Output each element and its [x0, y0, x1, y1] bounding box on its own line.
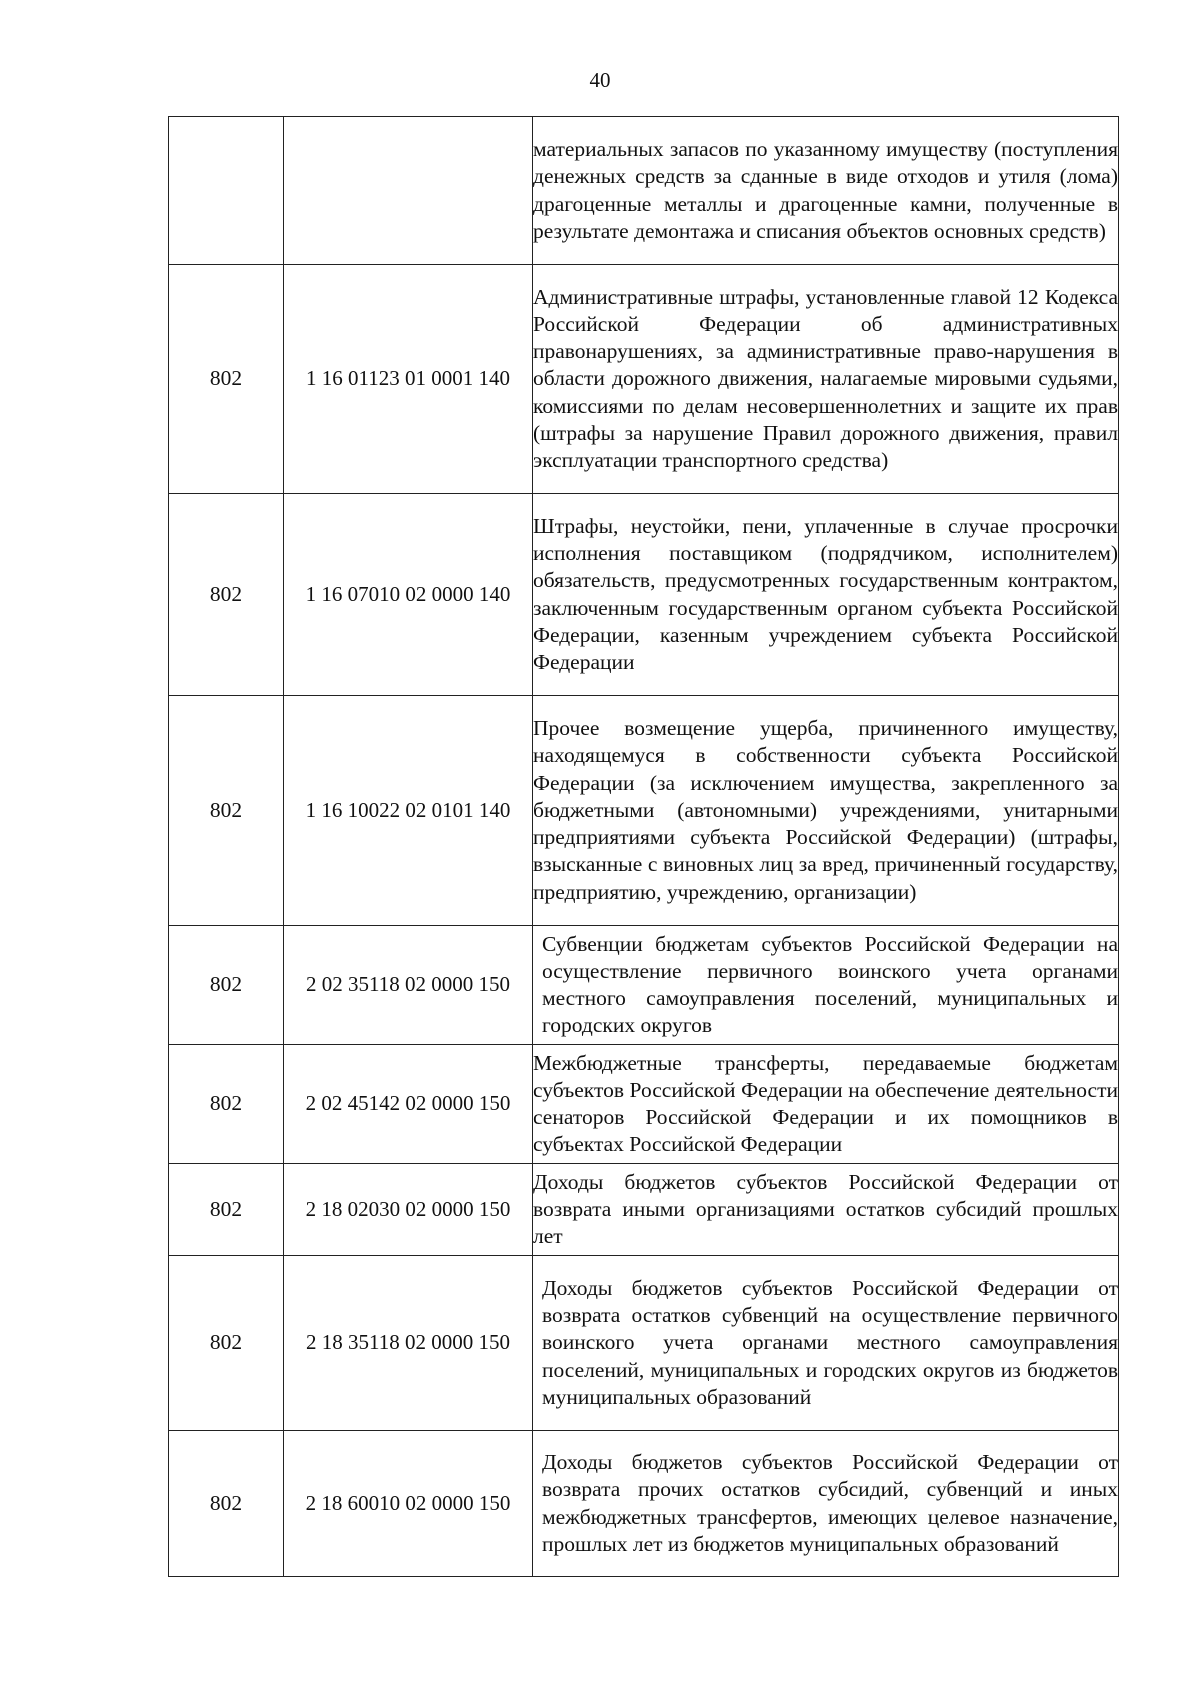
- kbk-code-cell: 2 18 60010 02 0000 150: [284, 1431, 533, 1577]
- revenue-name-cell: материальных запасов по указанному имуществу (поступления денежных средств за сданные в виде отходов и утиля (лома) драгоценные металлы и драгоценные камни, полученные в результате демонтажа и списания объектов основных средств): [533, 117, 1119, 265]
- table-row: [169, 926, 1119, 1045]
- table-row: [169, 1164, 1119, 1256]
- revenue-name-cell: Штрафы, неустойки, пени, уплаченные в случае просрочки исполнения поставщиком (подрядчиком, исполнителем) обязательств, предусмотренных государственным контрактом, заключенным государственным органом субъекта Российской Федерации, казенным учреждением субъекта Российской Федерации: [533, 494, 1119, 696]
- table-row: [169, 1256, 1119, 1431]
- page-number: 40: [589, 68, 611, 92]
- table-row: [169, 696, 1119, 926]
- admin-code-cell: 802: [169, 1164, 284, 1256]
- kbk-code-cell: 2 18 35118 02 0000 150: [284, 1256, 533, 1431]
- admin-code-cell: 802: [169, 494, 284, 696]
- kbk-code-cell: 2 18 02030 02 0000 150: [284, 1164, 533, 1256]
- table-row: [169, 265, 1119, 494]
- kbk-code-cell: 1 16 10022 02 0101 140: [284, 696, 533, 926]
- revenue-codes-table: [168, 116, 1119, 1577]
- table-row: [169, 494, 1119, 696]
- revenue-name-cell: Межбюджетные трансферты, передаваемые бюджетам субъектов Российской Федерации на обеспечение деятельности сенаторов Российской Федерации и их помощников в субъектах Российской Федерации: [533, 1045, 1119, 1164]
- kbk-code-cell: 1 16 07010 02 0000 140: [284, 494, 533, 696]
- admin-code-cell: 802: [169, 1256, 284, 1431]
- admin-code-cell: 802: [169, 926, 284, 1045]
- kbk-code-cell: 2 02 45142 02 0000 150: [284, 1045, 533, 1164]
- kbk-code-cell: 2 02 35118 02 0000 150: [284, 926, 533, 1045]
- admin-code-cell: 802: [169, 1045, 284, 1164]
- kbk-code-cell: 1 16 01123 01 0001 140: [284, 265, 533, 494]
- revenue-name-cell: Доходы бюджетов субъектов Российской Федерации от возврата иными организациями остатков субсидий прошлых лет: [533, 1164, 1119, 1256]
- admin-code-cell: 802: [169, 265, 284, 494]
- revenue-name-cell: Доходы бюджетов субъектов Российской Федерации от возврата прочих остатков субсидий, субвенций и иных межбюджетных трансфертов, имеющих целевое назначение, прошлых лет из бюджетов муниципальных образований: [533, 1431, 1119, 1577]
- admin-code-cell: [169, 117, 284, 265]
- admin-code-cell: 802: [169, 1431, 284, 1577]
- admin-code-cell: 802: [169, 696, 284, 926]
- revenue-name-cell: Административные штрафы, установленные главой 12 Кодекса Российской Федерации об административных правонарушениях, за административные право-нарушения в области дорожного движения, налагаемые мировыми судьями, комиссиями по делам несовершеннолетних и защите их прав (штрафы за нарушение Правил дорожного движения, правил эксплуатации транспортного средства): [533, 265, 1119, 494]
- table-row: [169, 117, 1119, 265]
- table-row: [169, 1045, 1119, 1164]
- revenue-name-cell: Доходы бюджетов субъектов Российской Федерации от возврата остатков субвенций на осуществление первичного воинского учета органами местного самоуправления поселений, муниципальных и городских округов из бюджетов муниципальных образований: [533, 1256, 1119, 1431]
- revenue-name-cell: Субвенции бюджетам субъектов Российской Федерации на осуществление первичного воинского учета органами местного самоуправления поселений, муниципальных и городских округов: [533, 926, 1119, 1045]
- revenue-name-cell: Прочее возмещение ущерба, причиненного имуществу, находящемуся в собственности субъекта Российской Федерации (за исключением имущества, закрепленного за бюджетными (автономными) учреждениями, унитарными предприятиями субъекта Российской Федерации) (штрафы, взысканные с виновных лиц за вред, причиненный государству, предприятию, учреждению, организации): [533, 696, 1119, 926]
- table-row: [169, 1431, 1119, 1577]
- kbk-code-cell: [284, 117, 533, 265]
